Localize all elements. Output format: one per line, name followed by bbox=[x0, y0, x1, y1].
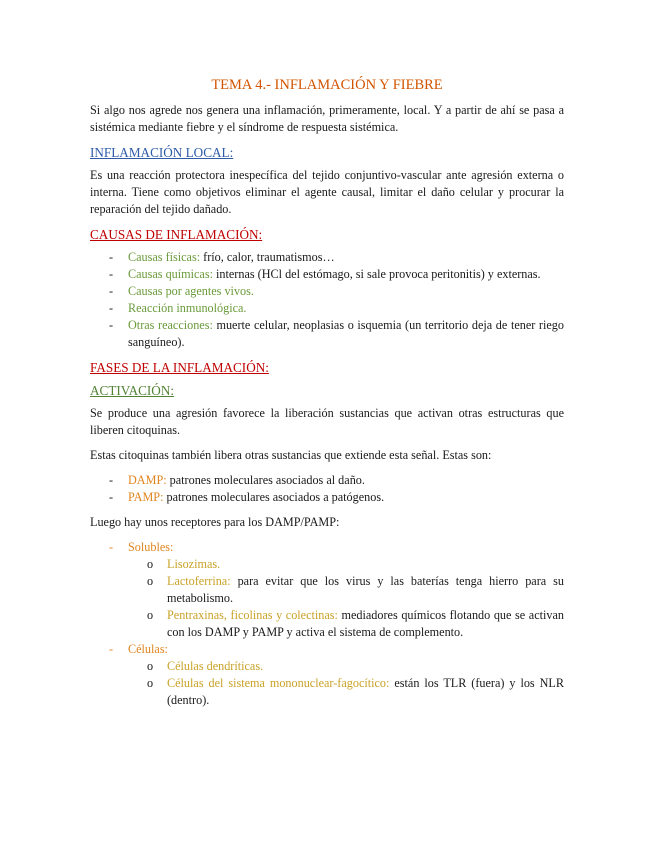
list-item bbox=[90, 317, 564, 351]
soluble-receptors-list bbox=[128, 556, 564, 641]
activation-paragraph-2: Estas citoquinas también libera otras sustancias que extiende esta señal. Estas son: bbox=[90, 448, 492, 462]
list-item bbox=[90, 641, 564, 709]
phases-heading: FASES DE LA INFLAMACIÓN: bbox=[90, 360, 269, 375]
activation-heading: ACTIVACIÓN: bbox=[90, 383, 175, 398]
receptors-list bbox=[90, 539, 564, 709]
receptor-group-label: Solubles: bbox=[128, 540, 174, 554]
list-item bbox=[128, 573, 564, 607]
cause-text: internas (HCl del estómago, si sale provoca peritonitis) y externas. bbox=[212, 267, 541, 281]
list-item bbox=[128, 556, 564, 573]
circle-bullet: o bbox=[147, 608, 154, 622]
cause-label: Reacción inmunológica. bbox=[128, 301, 247, 315]
cause-text: muerte celular, neoplasias o isquemia (un territorio deja de tener riego sanguíneo). bbox=[128, 318, 564, 349]
receptor-label: Lactoferrina: bbox=[167, 574, 231, 588]
list-item bbox=[128, 675, 564, 709]
signal-label: PAMP: bbox=[128, 490, 164, 504]
local-inflammation-paragraph: Es una reacción protectora inespecífica del tejido conjuntivo-vascular ante agresión externa o interna. Tiene como objetivos eliminar el agente causal, limitar el daño celular y procurar la reparación del tejido dañado. bbox=[90, 168, 564, 216]
causes-heading: CAUSAS DE INFLAMACIÓN: bbox=[90, 227, 263, 242]
dash-bullet: - bbox=[109, 250, 114, 264]
receptor-label: Células del sistema mononuclear-fagocítico: bbox=[167, 676, 390, 690]
signals-list bbox=[90, 472, 564, 506]
receptor-label: Pentraxinas, ficolinas y colectinas: bbox=[167, 608, 338, 622]
dash-bullet: - bbox=[109, 284, 114, 298]
circle-bullet: o bbox=[147, 557, 154, 571]
receptor-text: para evitar que los virus y las baterías tenga hierro para su metabolismo. bbox=[167, 574, 564, 605]
intro-paragraph: Si algo nos agrede nos genera una inflamación, primeramente, local. Y a partir de ahí se pasa a sistémica mediante fiebre y el síndrome de respuesta sistémica. bbox=[90, 103, 564, 134]
receptor-group-label: Células: bbox=[128, 642, 168, 656]
dash-bullet: - bbox=[109, 540, 114, 554]
receptors-paragraph: Luego hay unos receptores para los DAMP/PAMP: bbox=[90, 515, 340, 529]
cellular-receptors-list bbox=[128, 658, 564, 709]
signal-text: patrones moleculares asociados al daño. bbox=[166, 473, 365, 487]
list-item bbox=[90, 249, 564, 266]
list-item bbox=[90, 489, 564, 506]
signal-text: patrones moleculares asociados a patógenos. bbox=[163, 490, 385, 504]
list-item bbox=[90, 283, 564, 300]
dash-bullet: - bbox=[109, 490, 114, 504]
dash-bullet: - bbox=[109, 318, 114, 332]
cause-text: frío, calor, traumatismos… bbox=[200, 250, 335, 264]
dash-bullet: - bbox=[109, 473, 114, 487]
causes-list bbox=[90, 249, 564, 351]
receptor-label: Células dendríticas. bbox=[167, 659, 264, 673]
list-item bbox=[90, 266, 564, 283]
cause-label: Causas físicas: bbox=[128, 250, 201, 264]
cause-label: Causas por agentes vivos. bbox=[128, 284, 254, 298]
circle-bullet: o bbox=[147, 676, 154, 690]
cause-label: Otras reacciones: bbox=[128, 318, 213, 332]
cause-label: Causas químicas: bbox=[128, 267, 213, 281]
list-item bbox=[90, 300, 564, 317]
document-content bbox=[90, 76, 564, 717]
activation-paragraph-1: Se produce una agresión favorece la liberación sustancias que activan otras estructuras que liberen citoquinas. bbox=[90, 406, 564, 437]
list-item bbox=[128, 658, 564, 675]
receptor-label: Lisozimas. bbox=[167, 557, 221, 571]
dash-bullet: - bbox=[109, 301, 114, 315]
signal-label: DAMP: bbox=[128, 473, 167, 487]
document-title: TEMA 4.- INFLAMACIÓN Y FIEBRE bbox=[211, 77, 443, 93]
local-inflammation-heading: INFLAMACIÓN LOCAL: bbox=[90, 145, 234, 160]
receptor-text: están los TLR (fuera) y los NLR (dentro). bbox=[167, 676, 564, 707]
dash-bullet: - bbox=[109, 267, 114, 281]
list-item bbox=[90, 472, 564, 489]
dash-bullet: - bbox=[109, 642, 114, 656]
list-item bbox=[128, 607, 564, 641]
circle-bullet: o bbox=[147, 659, 154, 673]
list-item bbox=[90, 539, 564, 641]
receptor-text: mediadores químicos flotando que se activan con los DAMP y PAMP y activa el sistema de complemento. bbox=[167, 608, 564, 639]
circle-bullet: o bbox=[147, 574, 154, 588]
